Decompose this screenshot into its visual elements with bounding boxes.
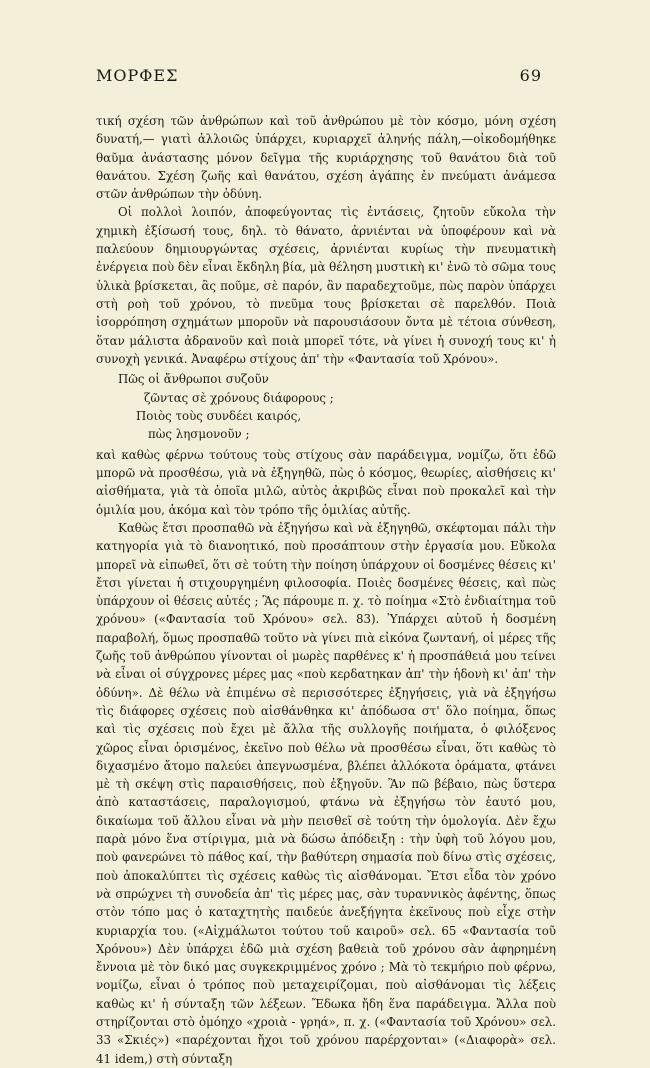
poem-line: ζῶντας σὲ χρόνους διάφορους ; xyxy=(144,390,334,405)
running-head xyxy=(96,66,542,85)
poem-quote xyxy=(96,370,556,444)
paragraph-4: Καθὼς ἔτσι προσπαθῶ νὰ ἐξηγήσω καὶ νὰ ἐξηγηθῶ, σκέφτομαι πάλι τὴν κατηγορία γιὰ τὸ διανοητικό, ποὺ προσάπτουν στὴν ἐργασία μου. Εὔκολα μπορεῖ νὰ εἰπωθεῖ, ὅτι σὲ τούτη τὴν ποίηση ὑπάρχουν οἱ δοσμένες θέσεις κι' ἔτσι γίνεται ἡ στιχουργημένη φιλοσοφία. Ποιὲς δοσμένες θέσεις, καὶ πὼς ὑπάρχουν οἱ θέσεις αὐτές ; Ἂς πάρουμε π. χ. τὸ ποίημα «Στὸ ἐνδιαίτημα τοῦ χρόνου» («Φαντασία τοῦ Χρόνου» σελ. 83). Ὑπάρχει αὐτοῦ ἡ δοσμένη παραβολή, ὅμως προσπαθῶ τοῦτο νὰ γίνει πιὰ εἰκόνα ζωντανή, οἱ μέρες τῆς ζωῆς τοῦ ἀνθρώπου γίνονται οἱ μωρὲς παρθένες κ' ἡ προσπάθειά μου τείνει νὰ εἶναι οἱ σύγχρονες μέρες μας «ποὺ κερδατηκαν ἀπ' τὴν ἡδονὴ κι' ἀπ' τὴν ὀδύνη». Δὲ θέλω νὰ ἐπιμένω σὲ περισσότερες ἐξηγήσεις, γιὰ νὰ ἐξηγήσω τὶς διάφορες σχέσεις ποὺ αἰσθάνθηκα κι' ἀπόδωσα στ' ὅλο ποίημα, ὅπως καὶ τὶς σχέσεις ποὺ ἔχει μὲ ἄλλα τῆς συλλογῆς ποιήματα, ὁ φιλόξενος χῶρος εἶναι ὁρισμένος, ἐκεῖνο ποὺ θέλω νὰ προσθέσω εἶναι, ὅτι καθὼς τὸ διχασμένο ἄτομο παλεύει ἀπεγνωσμένα, βλέπει ἀλλόκοτα ὁράματα, φτάνει μὲ τὴ σκέψη στὶς παραισθήσεις, ποὺ ἐξηγοῦν. Ἂν πῶ βέβαιο, πὼς ὕστερα ἀπὸ καταστάσεις, παραλογισμού, φτάνω νὰ ἐξηγήσω τὸν ἑαυτό μου, δικαίωμα τοῦ ἄλλου εἶναι νὰ μὴν πεισθεῖ σὲ τούτη τὴν ὁμολογία. Δὲν ἔχω παρὰ μόνο ἕνα στίριγμα, μιὰ νὰ δώσω ἀπόδειξη : τὴν ὑφὴ τοῦ λόγου μου, ποὺ φανερώνει τὸ πάθος καί, τὴν βαθύτερη σημασία ποὺ δίνω στὶς σχέσεις, ποὺ ἀποκαλύπτει τὶς σχέσεις καθὼς τὶς αἰσθάνομαι. Ἔτσι εἶδα τὸν χρόνο νὰ σπρώχνει τὴ συνοδεία ἀπ' τὶς μέρες μας, σὰν τυραννικὸς ἀφέντης, ὅπως στὸν τόπο μας ὁ καταχτητὴς παιδεύε ἀνεξήγητα ἐκεῖνους ποὺ εἶχε στὴν κυριαρχία του. («Αἰχμάλωτοι τούτου τοῦ καιροῦ» σελ. 65 «Φαντασία τοῦ Χρόνου») Δὲν ὑπάρχει ἐδῶ μιὰ σχέση βαθειὰ τοῦ χρόνου σὰν ἀφηρημένη ἔννοια μὲ τὸν δικό μας συγκεκριμμένος χρόνο ; Μὰ τὸ τεκμήριο ποὺ φέρνω, νομίζω, εἶναι ὁ τρόπος ποὺ μεταχειρίζομαι, ποὺ αἰσθάνομαι τὶς λέξεις καθὼς κι' ἡ σύνταξη τῶν λέξεων. Ἔδωκα ἤδη ἕνα παράδειγμα. Ἄλλα ποὺ στηρίζονται στὸ ὁμόηχο «χροιὰ - γρηά», π. χ. («Φαντασία τοῦ Χρόνου» σελ. 33 «Σκιές») «παρέχονται ἤχοι τοῦ χρόνου παρέρχονται» («Διαφορὰ» σελ. 41 idem,) στὴ σύνταξη xyxy=(96,520,556,1066)
paragraph-2: Οἱ πολλοὶ λοιπόν, ἀποφεύγοντας τὶς ἐντάσεις, ζητοῦν εὔκολα τὴν χημικὴ ἐξίσωσή τους, δηλ. τὸ θάνατο, ἀρνιένται νὰ ὑποφέρουν καὶ νὰ παλεύουν δημιουργώντας σχέσεις, ἀρνιένται κυρίως τὴν πνευματικὴ ἐνέργεια ποὺ δὲν εἶναι ἔκδηλη βία, μὰ θέληση μυστικὴ κι' ἐνῶ τὸ σῶμα τους ὑλικὰ βρίσκεται, ἂς ποῦμε, σὲ παρόν, ἂν παραδεχτοῦμε, πὼς παρὸν ὑπάρχει στὴ ροὴ τοῦ χρόνου, τὸ πνεῦμα τους βρίσκεται σὲ παρελθόν. Ποιὰ ἰσορρόπηση σχημάτων μποροῦν νὰ παρουσιάσουν ὄντα μὲ τέτοια σύνθεση, ὅταν μάλιστα ἀδρανοῦν καὶ ποιὰ μπορεῖ τότε, νὰ γίνει ἡ συνοχή τους κι' ἡ συνοχὴ γενικά. Ἀναφέρω στίχους ἀπ' τὴν «Φαντασία τοῦ Χρόνου». xyxy=(96,205,556,366)
poem-line: Ποιὸς τοὺς συνδέει καιρός, xyxy=(136,408,302,423)
page-number: 69 xyxy=(519,66,542,85)
journal-title: ΜΟΡΦΕΣ xyxy=(96,66,179,85)
poem-line: Πῶς οἱ ἄνθρωποι συζοῦν xyxy=(118,372,269,387)
paragraph-1: τική σχέση τῶν ἀνθρώπων καὶ τοῦ ἀνθρώπου μὲ τὸν κόσμο, μόνη σχέση δυνατή,— γιατὶ ἀλλοιῶς ὑπάρχει, κυριαρχεῖ ἀληνής πάλη,—οἰκοδομήθηκε θαῦμα ἀνάστασης μόνον δεῖγμα τῆς κυριάρχησης τοῦ θανάτου διὰ τοῦ θανάτου. Σχέση ζωῆς καὶ θανάτου, σχέση ἀγάπης ἐν πνεύματι ἀνάμεσα στῶν ἀνθρώπων τὴν ὀδύνη. xyxy=(96,114,556,202)
body-text xyxy=(96,112,556,1068)
poem-line: πὼς λησμονοῦν ; xyxy=(148,427,250,442)
paragraph-3: καὶ καθὼς φέρνω τούτους τοὺς στίχους σὰν παράδειγμα, νομίζω, ὅτι ἐδῶ μπορῶ νὰ προσθέσω, γιὰ νὰ ἐξηγηθῶ, πὼς ὁ κόσμος, θεωρίες, αἰσθήσεις κι' αἰσθήματα, γιὰ τὰ ὁποῖα μιλῶ, αὐτὸς ἀκριβῶς εἶναι ποὺ προκαλεῖ καὶ τὴν ὁμιλία μου, ἀκόμα καὶ τὸν τρόπο τῆς ὁμιλίας αὐτῆς. xyxy=(96,447,556,517)
